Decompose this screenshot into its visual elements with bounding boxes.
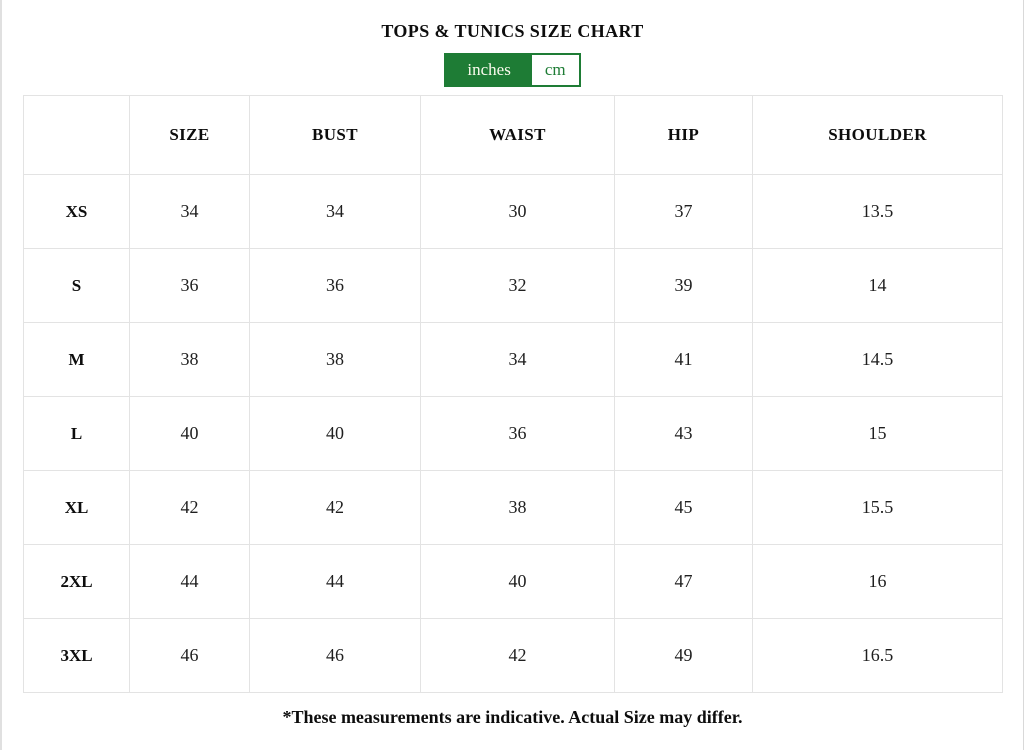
cell-bust: 40 (250, 397, 421, 471)
cell-hip: 41 (615, 323, 753, 397)
cell-waist: 30 (421, 175, 615, 249)
cell-size: 46 (130, 619, 250, 693)
cell-shoulder: 15 (753, 397, 1003, 471)
cell-waist: 32 (421, 249, 615, 323)
column-header-hip: HIP (615, 96, 753, 175)
row-label: M (24, 323, 130, 397)
row-label: XL (24, 471, 130, 545)
cell-size: 38 (130, 323, 250, 397)
cell-bust: 42 (250, 471, 421, 545)
cell-hip: 45 (615, 471, 753, 545)
cell-bust: 44 (250, 545, 421, 619)
cell-hip: 49 (615, 619, 753, 693)
column-header-waist: WAIST (421, 96, 615, 175)
unit-toggle-cm-button[interactable]: cm (532, 55, 579, 85)
cell-shoulder: 14.5 (753, 323, 1003, 397)
cell-size: 34 (130, 175, 250, 249)
cell-hip: 39 (615, 249, 753, 323)
unit-toggle-inches-button[interactable]: inches (446, 55, 531, 85)
cell-waist: 34 (421, 323, 615, 397)
cell-bust: 38 (250, 323, 421, 397)
column-header-bust: BUST (250, 96, 421, 175)
table-row-xl (24, 471, 1003, 545)
row-label: S (24, 249, 130, 323)
cell-waist: 36 (421, 397, 615, 471)
column-header-blank (24, 96, 130, 175)
cell-shoulder: 13.5 (753, 175, 1003, 249)
cell-shoulder: 15.5 (753, 471, 1003, 545)
table-row-xs (24, 175, 1003, 249)
table-row-2xl (24, 545, 1003, 619)
cell-bust: 36 (250, 249, 421, 323)
row-label: 3XL (24, 619, 130, 693)
unit-toggle-wrap (2, 53, 1023, 87)
cell-size: 40 (130, 397, 250, 471)
column-header-size: SIZE (130, 96, 250, 175)
cell-hip: 43 (615, 397, 753, 471)
cell-waist: 40 (421, 545, 615, 619)
cell-shoulder: 16.5 (753, 619, 1003, 693)
cell-shoulder: 16 (753, 545, 1003, 619)
cell-size: 44 (130, 545, 250, 619)
table-row-3xl (24, 619, 1003, 693)
page-title: TOPS & TUNICS SIZE CHART (381, 21, 644, 41)
cell-size: 42 (130, 471, 250, 545)
table-row-l (24, 397, 1003, 471)
footnote: *These measurements are indicative. Actual Size may differ. (282, 707, 743, 727)
cell-shoulder: 14 (753, 249, 1003, 323)
table-header-row (24, 96, 1003, 175)
cell-hip: 37 (615, 175, 753, 249)
cell-hip: 47 (615, 545, 753, 619)
size-chart-table (23, 95, 1003, 693)
column-header-shoulder: SHOULDER (753, 96, 1003, 175)
row-label: L (24, 397, 130, 471)
cell-waist: 42 (421, 619, 615, 693)
cell-waist: 38 (421, 471, 615, 545)
row-label: XS (24, 175, 130, 249)
unit-toggle (444, 53, 580, 87)
cell-bust: 34 (250, 175, 421, 249)
row-label: 2XL (24, 545, 130, 619)
cell-size: 36 (130, 249, 250, 323)
table-row-s (24, 249, 1003, 323)
table-row-m (24, 323, 1003, 397)
cell-bust: 46 (250, 619, 421, 693)
